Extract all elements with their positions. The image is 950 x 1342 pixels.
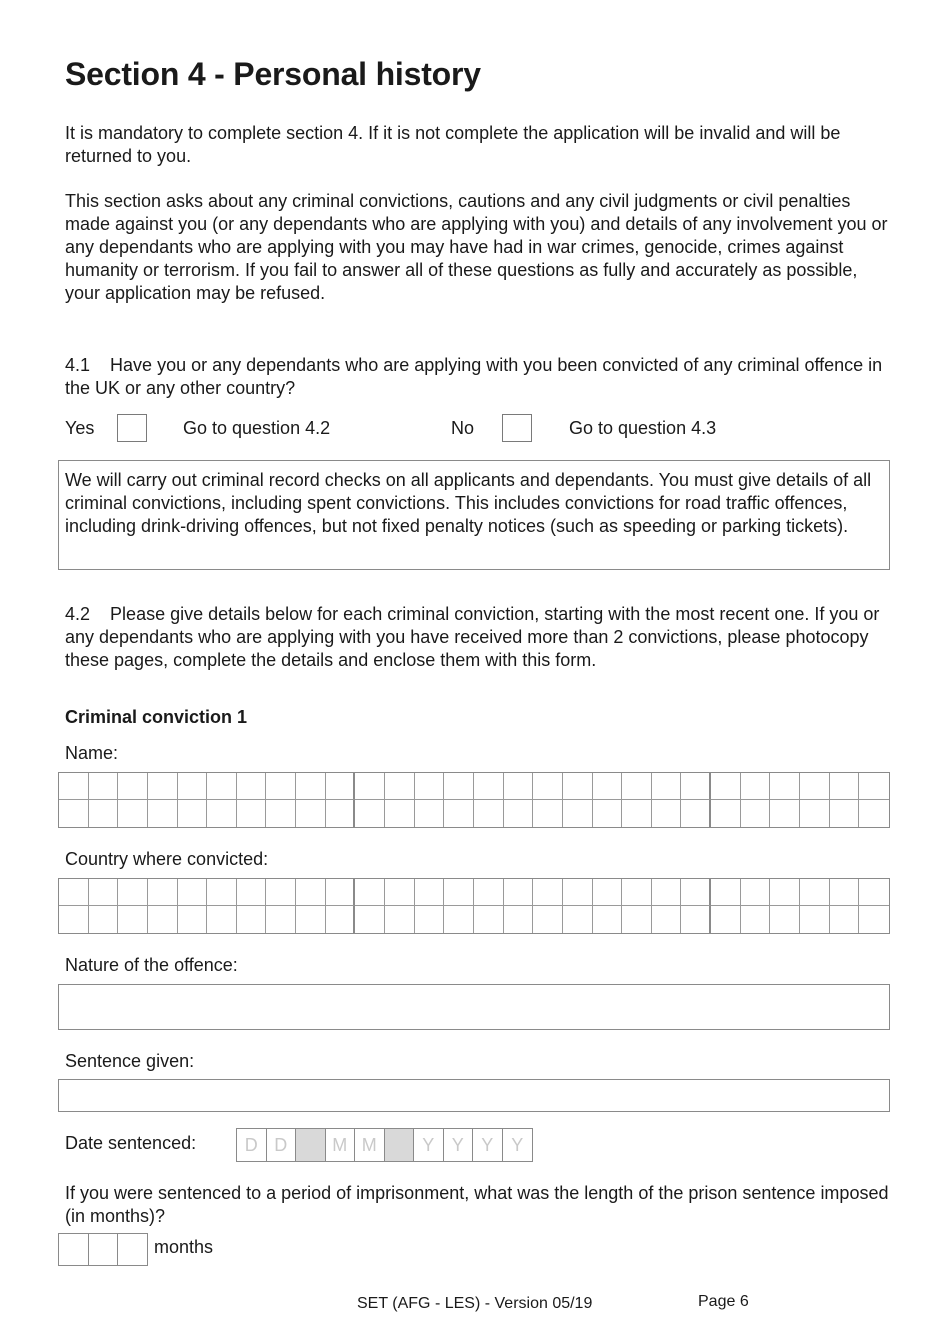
character-cell[interactable] — [296, 773, 326, 800]
conviction-heading: Criminal conviction 1 — [65, 707, 248, 727]
offence-input[interactable] — [58, 984, 890, 1030]
character-cell[interactable] — [89, 879, 119, 906]
character-cell[interactable] — [148, 773, 178, 800]
question-4-2-number: 4.2 — [65, 604, 91, 624]
character-cell[interactable] — [830, 879, 860, 906]
character-cell[interactable] — [622, 773, 652, 800]
character-cell[interactable] — [444, 800, 474, 827]
date-sentenced-input[interactable] — [236, 1128, 533, 1162]
character-cell[interactable] — [800, 906, 830, 933]
character-cell[interactable] — [148, 800, 178, 827]
character-cell[interactable] — [415, 773, 445, 800]
character-cell[interactable] — [326, 773, 356, 800]
character-cell[interactable] — [59, 879, 89, 906]
character-cell[interactable] — [148, 879, 178, 906]
character-cell[interactable] — [859, 773, 889, 800]
question-4-2 — [65, 603, 895, 672]
intro-mandatory: It is mandatory to complete section 4. If it is not complete the application will be invalid and will be returned to you. — [65, 123, 841, 166]
character-cell[interactable] — [266, 879, 296, 906]
character-cell[interactable] — [266, 906, 296, 933]
character-cell[interactable] — [415, 879, 445, 906]
character-cell[interactable] — [415, 906, 445, 933]
character-cell[interactable] — [563, 773, 593, 800]
date-month-1[interactable]: M — [326, 1129, 356, 1161]
character-cell[interactable] — [563, 800, 593, 827]
months-input[interactable] — [58, 1233, 148, 1266]
character-cell[interactable] — [237, 800, 267, 827]
character-cell[interactable] — [89, 800, 119, 827]
yes-label: Yes — [65, 418, 95, 438]
character-cell[interactable] — [593, 773, 623, 800]
character-cell[interactable] — [504, 800, 534, 827]
date-year-1[interactable]: Y — [414, 1129, 444, 1161]
character-cell[interactable] — [355, 879, 385, 906]
character-cell[interactable] — [770, 906, 800, 933]
date-year-2[interactable]: Y — [444, 1129, 474, 1161]
date-sentenced-label: Date sentenced: — [65, 1133, 197, 1153]
criminal-record-note: We will carry out criminal record checks on all applicants and dependants. You must give details of all criminal convictions, including spent convictions. This includes convictions for road traffic offences, including drink-driving offences, but not fixed penalty notices (such as speeding or parking tickets). — [58, 460, 890, 570]
character-cell[interactable] — [118, 773, 148, 800]
character-cell[interactable] — [859, 800, 889, 827]
no-checkbox[interactable] — [502, 414, 532, 442]
character-cell[interactable] — [296, 879, 326, 906]
yes-checkbox[interactable] — [117, 414, 147, 442]
character-cell[interactable] — [859, 906, 889, 933]
date-day-1[interactable]: D — [237, 1129, 267, 1161]
character-cell[interactable] — [770, 773, 800, 800]
no-label: No — [451, 418, 475, 438]
months-digit-2[interactable] — [89, 1234, 119, 1265]
character-cell[interactable] — [622, 906, 652, 933]
character-cell[interactable] — [504, 773, 534, 800]
character-cell[interactable] — [207, 800, 237, 827]
character-cell[interactable] — [593, 906, 623, 933]
character-cell[interactable] — [800, 800, 830, 827]
character-cell[interactable] — [207, 773, 237, 800]
character-cell[interactable] — [859, 879, 889, 906]
character-cell[interactable] — [415, 800, 445, 827]
question-4-1 — [65, 354, 895, 400]
character-cell[interactable] — [770, 879, 800, 906]
character-cell[interactable] — [59, 773, 89, 800]
character-cell[interactable] — [118, 800, 148, 827]
character-cell[interactable] — [741, 773, 771, 800]
character-cell[interactable] — [652, 906, 682, 933]
character-cell[interactable] — [237, 879, 267, 906]
country-input-grid[interactable] — [58, 878, 890, 934]
character-cell[interactable] — [444, 879, 474, 906]
character-cell[interactable] — [800, 879, 830, 906]
character-cell[interactable] — [178, 879, 208, 906]
character-cell[interactable] — [563, 906, 593, 933]
character-cell[interactable] — [89, 906, 119, 933]
character-cell[interactable] — [385, 879, 415, 906]
prison-question: If you were sentenced to a period of imprisonment, what was the length of the prison sentence imposed (in months)? — [65, 1183, 889, 1226]
character-cell[interactable] — [830, 906, 860, 933]
character-cell[interactable] — [741, 879, 771, 906]
character-cell[interactable] — [59, 906, 89, 933]
character-cell[interactable] — [178, 773, 208, 800]
country-label: Country where convicted: — [65, 849, 269, 869]
character-cell[interactable] — [652, 800, 682, 827]
name-input-grid[interactable] — [58, 772, 890, 828]
no-goto-text: Go to question 4.3 — [569, 418, 717, 438]
question-4-1-number: 4.1 — [65, 355, 91, 375]
months-digit-1[interactable] — [59, 1234, 89, 1265]
footer-version: SET (AFG - LES) - Version 05/19 — [357, 1295, 593, 1312]
date-day-2[interactable]: D — [267, 1129, 297, 1161]
character-cell[interactable] — [178, 800, 208, 827]
character-cell[interactable] — [266, 773, 296, 800]
character-cell[interactable] — [681, 773, 711, 800]
months-digit-3[interactable] — [118, 1234, 147, 1265]
date-year-4[interactable]: Y — [511, 1134, 524, 1155]
character-cell[interactable] — [741, 906, 771, 933]
character-cell[interactable] — [711, 906, 741, 933]
character-cell[interactable] — [296, 800, 326, 827]
date-separator — [296, 1129, 326, 1161]
character-cell[interactable] — [622, 800, 652, 827]
character-cell[interactable] — [118, 906, 148, 933]
character-cell[interactable] — [533, 773, 563, 800]
character-cell[interactable] — [741, 800, 771, 827]
character-cell[interactable] — [474, 773, 504, 800]
date-month-2[interactable]: M — [355, 1129, 385, 1161]
months-label: months — [154, 1237, 214, 1257]
character-cell[interactable] — [385, 773, 415, 800]
character-cell[interactable] — [326, 879, 356, 906]
sentence-label: Sentence given: — [65, 1051, 195, 1071]
character-cell[interactable] — [207, 906, 237, 933]
character-cell[interactable] — [622, 879, 652, 906]
character-cell[interactable] — [237, 906, 267, 933]
character-cell[interactable] — [711, 800, 741, 827]
sentence-input[interactable] — [58, 1079, 890, 1112]
date-separator — [385, 1129, 415, 1161]
question-4-2-text: Please give details below for each criminal conviction, starting with the most recent one. If you or any dependants who are applying with you have received more than 2 convictions, please photocopy these pages, complete the details and enclose them with this form. — [65, 604, 880, 670]
character-cell[interactable] — [681, 800, 711, 827]
character-cell[interactable] — [178, 906, 208, 933]
character-cell[interactable] — [593, 879, 623, 906]
character-cell[interactable] — [504, 906, 534, 933]
character-cell[interactable] — [800, 773, 830, 800]
character-cell[interactable] — [89, 773, 119, 800]
page-title: Section 4 - Personal history — [65, 56, 481, 92]
character-cell[interactable] — [830, 800, 860, 827]
character-cell[interactable] — [652, 879, 682, 906]
character-cell[interactable] — [474, 879, 504, 906]
character-cell[interactable] — [711, 773, 741, 800]
character-cell[interactable] — [385, 906, 415, 933]
character-cell[interactable] — [563, 879, 593, 906]
character-cell[interactable] — [148, 906, 178, 933]
character-cell[interactable] — [385, 800, 415, 827]
character-cell[interactable] — [355, 773, 385, 800]
character-cell[interactable] — [770, 800, 800, 827]
character-cell[interactable] — [326, 906, 356, 933]
character-cell[interactable] — [711, 879, 741, 906]
character-cell[interactable] — [444, 773, 474, 800]
character-cell[interactable] — [444, 906, 474, 933]
yes-goto-text: Go to question 4.2 — [183, 418, 331, 438]
character-cell[interactable] — [326, 800, 356, 827]
character-cell[interactable] — [355, 800, 385, 827]
character-cell[interactable] — [474, 800, 504, 827]
date-year-3[interactable]: Y — [473, 1129, 503, 1161]
character-cell[interactable] — [474, 906, 504, 933]
character-cell[interactable] — [355, 906, 385, 933]
character-cell[interactable] — [533, 906, 563, 933]
character-cell[interactable] — [652, 773, 682, 800]
character-cell[interactable] — [504, 879, 534, 906]
intro-description: This section asks about any criminal convictions, cautions and any civil judgments or civil penalties made against you (or any dependants who are applying with you) and details of any involvement you or any dependants who are applying with you may have had in war crimes, genocide, crimes against humanity or terrorism. If you fail to answer all of these questions as fully and accurately as possible, your application may be refused. — [65, 191, 888, 303]
character-cell[interactable] — [681, 906, 711, 933]
offence-label: Nature of the offence: — [65, 955, 238, 975]
character-cell[interactable] — [593, 800, 623, 827]
character-cell[interactable] — [237, 773, 267, 800]
character-cell[interactable] — [266, 800, 296, 827]
question-4-1-text: Have you or any dependants who are applying with you been convicted of any criminal offence in the UK or any other country? — [65, 355, 883, 398]
character-cell[interactable] — [830, 773, 860, 800]
character-cell[interactable] — [118, 879, 148, 906]
character-cell[interactable] — [296, 906, 326, 933]
character-cell[interactable] — [59, 800, 89, 827]
character-cell[interactable] — [533, 879, 563, 906]
footer-page-number: Page 6 — [698, 1293, 749, 1310]
character-cell[interactable] — [533, 800, 563, 827]
name-label: Name: — [65, 743, 119, 763]
character-cell[interactable] — [207, 879, 237, 906]
character-cell[interactable] — [681, 879, 711, 906]
